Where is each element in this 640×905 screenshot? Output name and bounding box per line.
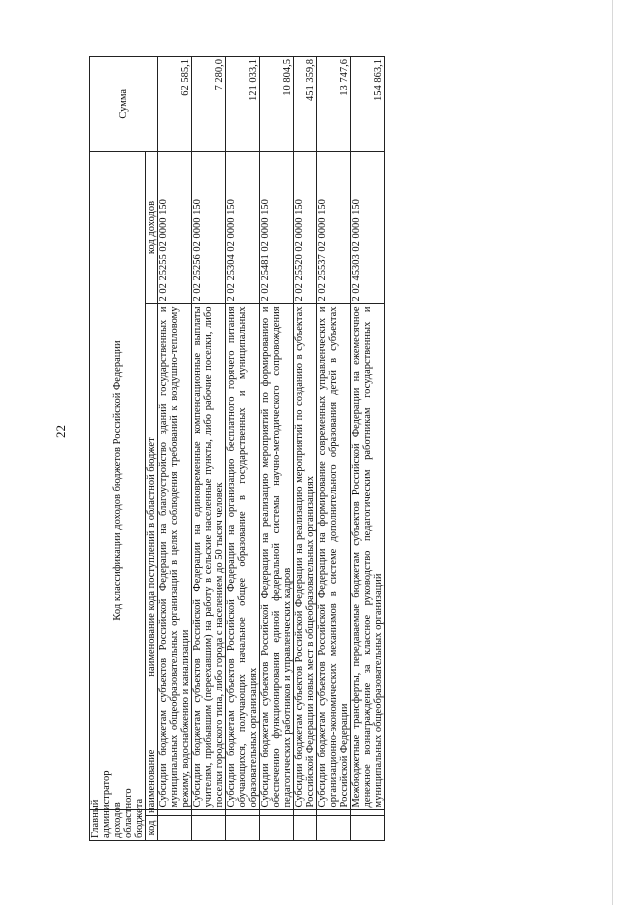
revenue-code: 2 02 25481 02 0000 150	[260, 151, 294, 304]
admin-name-cell	[260, 810, 294, 816]
admin-name-cell	[158, 810, 192, 816]
admin-code-cell	[158, 815, 192, 840]
revenue-code: 2 02 25255 02 0000 150	[158, 151, 192, 304]
admin-name-cell	[294, 810, 317, 816]
admin-name-cell	[317, 810, 351, 816]
revenue-description: Субсидии бюджетам субъектов Российской Федерации на единовременные компенсационные выплаты учителям, прибывшим (переехавшим) на работу в сельские населенные пункты, либо рабочие поселки, либо поселки городского типа, либо города с населением до 50 тысяч человек	[192, 304, 226, 810]
scan-edge-line	[612, 0, 613, 905]
admin-code-cell	[351, 815, 385, 840]
classification-header: Код классификации доходов бюджетов Российской Федерации	[90, 151, 146, 810]
table-row	[317, 57, 351, 841]
revenue-table	[89, 56, 385, 841]
revenue-description: Межбюджетные трансферты, передаваемые бюджетам субъектов Российской Федерации на ежемесячное денежное вознаграждение за классное руководство педагогическим работникам государственных и муниципальных общеобразовательных организаций	[351, 304, 385, 810]
admin-code-cell	[192, 815, 226, 840]
admin-header: Главный администратор доходов областного бюджета	[90, 810, 146, 841]
revenue-code: 2 02 25304 02 0000 150	[226, 151, 260, 304]
admin-name-header: наименование	[146, 810, 158, 816]
table-row	[351, 57, 385, 841]
revenue-code: 2 02 45303 02 0000 150	[351, 151, 385, 304]
admin-name-cell	[192, 810, 226, 816]
page-number: 22	[53, 425, 68, 438]
admin-code-cell	[226, 815, 260, 840]
revenue-code: 2 02 25256 02 0000 150	[192, 151, 226, 304]
revenue-name-header: наименование кода поступлений в областной бюджет	[146, 304, 158, 810]
amount-header: Сумма	[90, 57, 158, 152]
table-row	[192, 57, 226, 841]
amount-value: 62 585,1	[158, 57, 192, 152]
revenue-code-header: код доходов	[146, 151, 158, 304]
table-row	[294, 57, 317, 841]
table-row	[158, 57, 192, 841]
revenue-description: Субсидии бюджетам субъектов Российской Федерации на реализацию мероприятий по формированию и обеспечению функционирования единой федеральной системы научно-методического сопровождения педагогических работников и управленческих кадров	[260, 304, 294, 810]
amount-value: 121 033,1	[226, 57, 260, 152]
admin-code-cell	[317, 815, 351, 840]
table-row	[260, 57, 294, 841]
revenue-code: 2 02 25520 02 0000 150	[294, 151, 317, 304]
table-row	[226, 57, 260, 841]
revenue-code: 2 02 25537 02 0000 150	[317, 151, 351, 304]
admin-code-header: код	[146, 815, 158, 840]
amount-value: 10 804,5	[260, 57, 294, 152]
amount-value: 451 359,8	[294, 57, 317, 152]
rotated-table-wrapper	[89, 56, 539, 841]
amount-value: 7 280,0	[192, 57, 226, 152]
revenue-description: Субсидии бюджетам субъектов Российской Федерации на реализацию мероприятий по созданию в субъектах Российской Федерации новых мест в общеобразовательных организациях	[294, 304, 317, 810]
revenue-description: Субсидии бюджетам субъектов Российской Федерации на формирование современных управленческих и организационно-экономических механизмов в системе дополнительного образования детей в субъектах Российской Федерации	[317, 304, 351, 810]
revenue-description: Субсидии бюджетам субъектов Российской Федерации на организацию бесплатного горячего питания обучающихся, получающих начальное общее образование в государственных и муниципальных образовательных организациях	[226, 304, 260, 810]
admin-code-cell	[260, 815, 294, 840]
admin-name-cell	[351, 810, 385, 816]
admin-name-cell	[226, 810, 260, 816]
amount-value: 154 863,1	[351, 57, 385, 152]
revenue-description: Субсидии бюджетам субъектов Российской Федерации на благоустройство зданий государственных и муниципальных общеобразовательных организаций в целях соблюдения требований к воздушно-тепловому режиму, водоснабжению и канализации	[158, 304, 192, 810]
amount-value: 13 747,6	[317, 57, 351, 152]
admin-code-cell	[294, 815, 317, 840]
